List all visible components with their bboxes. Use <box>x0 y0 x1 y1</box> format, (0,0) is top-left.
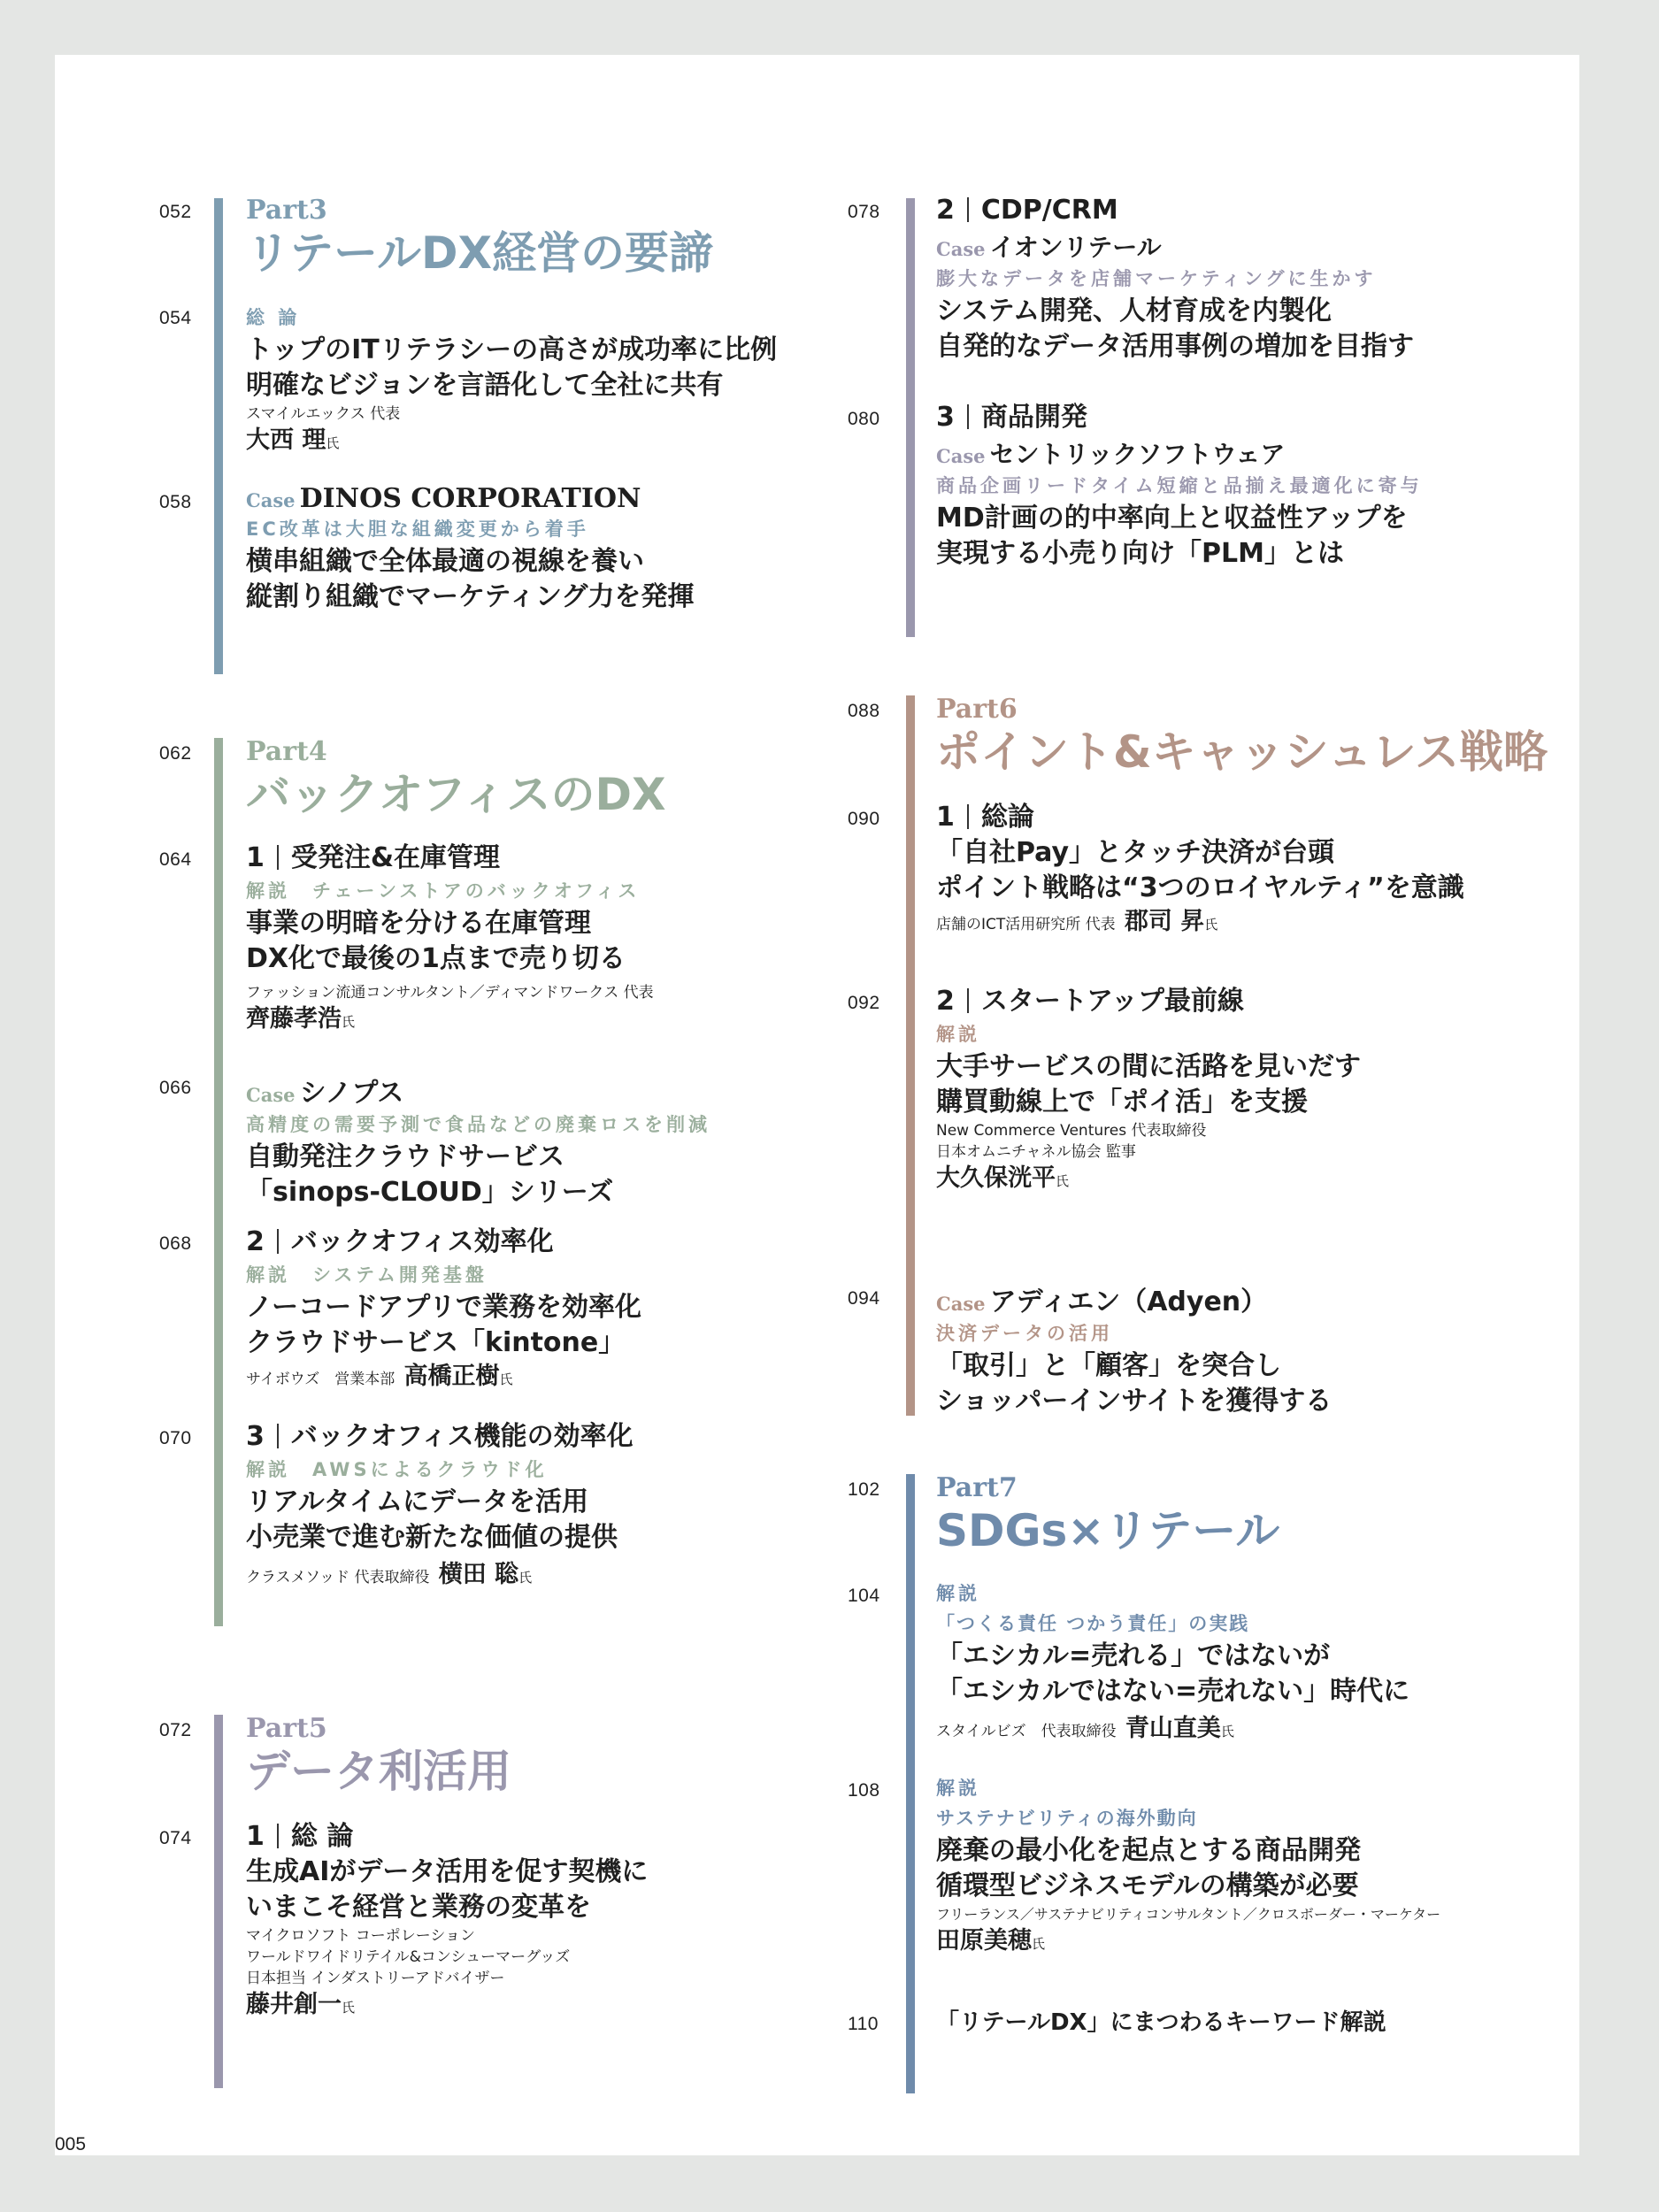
part6-header <box>936 694 1548 779</box>
entry-headline: システム開発、人材育成を内製化 <box>936 296 1332 326</box>
toc-entry[interactable] <box>246 841 654 1038</box>
entry-headline: クラウドサービス「kintone」 <box>246 1327 626 1358</box>
part4-bar <box>214 738 223 1626</box>
page-number: 062 <box>159 743 192 764</box>
toc-entry[interactable] <box>936 1578 1409 1745</box>
toc-entry[interactable] <box>246 483 694 615</box>
author-name: 横田 聡 <box>438 1561 519 1588</box>
author-line: スタイルビズ 代表取締役 青山直美氏 <box>936 1715 1234 1742</box>
entry-headline: ポイント戦略は“3つのロイヤルティ”を意識 <box>936 872 1464 903</box>
part-label: Part7 <box>936 1472 1018 1503</box>
section-number: 1 <box>246 842 265 873</box>
page-number: 090 <box>848 809 880 829</box>
author-line: クラスメソッド 代表取締役 横田 聡氏 <box>246 1561 533 1588</box>
author-affiliation: 日本担当 インダストリーアドバイザー <box>246 1970 505 1987</box>
entry-headline: DX化で最後の1点まで売り切る <box>246 943 626 974</box>
entry-headline: 「エシカル=売れる」ではないが <box>936 1640 1331 1671</box>
section-heading: CDP/CRM <box>980 195 1118 226</box>
page-number: 066 <box>159 1078 192 1098</box>
entry-subtitle: 商品企画リードタイム短縮と品揃え最適化に寄与 <box>936 475 1423 496</box>
section-number: 3 <box>936 402 955 433</box>
entry-subtitle: 解説 <box>936 1778 980 1799</box>
entry-headline: 自動発注クラウドサービス <box>246 1141 565 1172</box>
entry-headline: 廃棄の最小化を起点とする商品開発 <box>936 1835 1361 1866</box>
part5-bar <box>214 1715 223 2088</box>
entry-headline: ノーコードアプリで業務を効率化 <box>246 1292 641 1323</box>
entry-headline: 小売業で進む新たな価値の提供 <box>246 1522 618 1553</box>
author-line: 店舗のICT活用研究所 代表 郡司 昇氏 <box>936 908 1218 935</box>
section-number: 2 <box>936 195 955 226</box>
part6-bar <box>906 695 915 1416</box>
page-number: 068 <box>159 1233 192 1254</box>
entry-subtitle: 解説 システム開発基盤 <box>246 1264 488 1286</box>
page-number: 088 <box>848 701 880 721</box>
author-affiliation: 店舗のICT活用研究所 代表 <box>936 916 1116 933</box>
entry-subtitle: サステナビリティの海外動向 <box>936 1808 1198 1829</box>
toc-entry[interactable] <box>246 1225 641 1393</box>
section-number: 2 <box>936 986 955 1017</box>
page-number: 092 <box>848 993 880 1013</box>
page-number: 110 <box>848 2014 879 2034</box>
part-label: Part4 <box>246 736 327 767</box>
toc-entry[interactable] <box>936 400 1423 572</box>
section-heading: スタートアップ最前線 <box>980 986 1244 1017</box>
page-number: 058 <box>159 492 192 512</box>
case-label: Case <box>246 489 296 511</box>
page-number: 064 <box>159 849 192 870</box>
author-name: 大西 理氏 <box>246 426 340 454</box>
part4-header <box>246 736 666 821</box>
part5-continued-bar <box>906 198 915 637</box>
author-line: サイボウズ 営業本部 高橋正樹氏 <box>246 1363 513 1390</box>
part7-header <box>936 1472 1279 1557</box>
author-affiliation: ワールドワイドリテイル&コンシューマーグッズ <box>246 1948 571 1966</box>
part-title: データ利活用 <box>246 1746 511 1797</box>
entry-headline: 「エシカルではない=売れない」時代に <box>936 1676 1410 1707</box>
section-heading: 商品開発 <box>980 402 1087 433</box>
author-affiliation: フリーランス／サステナビリティコンサルタント／クロスボーダー・マーケター <box>936 1906 1441 1923</box>
entry-headline: 「取引」と「顧客」を突合し <box>936 1350 1281 1381</box>
author-name: 郡司 昇 <box>1124 908 1205 935</box>
case-label: Case <box>246 1084 296 1106</box>
toc-entry[interactable] <box>246 303 777 459</box>
entry-subtitle: 解説 チェーンストアのバックオフィス <box>246 880 641 902</box>
entry-subtitle: EC改革は大胆な組織変更から着手 <box>246 518 589 540</box>
case-company: セントリックソフトウェア <box>989 440 1286 469</box>
part-title: ポイント&キャッシュレス戦略 <box>936 726 1548 778</box>
entry-headline: 横串組織で全体最適の視線を養い <box>246 546 644 577</box>
case-company: DINOS CORPORATION <box>299 483 641 514</box>
part-title: SDGs×リテール <box>936 1505 1280 1556</box>
entry-headline: 生成AIがデータ活用を促す契機に <box>246 1856 649 1887</box>
folio-page-number: 005 <box>55 2134 87 2154</box>
author-name: 高橋正樹 <box>403 1363 500 1390</box>
author-affiliation: クラスメソッド 代表取締役 <box>246 1569 430 1586</box>
part7-bar <box>906 1474 915 2093</box>
part-label: Part6 <box>936 694 1018 725</box>
author-affiliation: ファッション流通コンサルタント／ディマンドワークス 代表 <box>246 984 654 1002</box>
case-company: アディエン（Adyen） <box>989 1286 1268 1317</box>
section-heading: バックオフィス効率化 <box>290 1226 554 1257</box>
author-name: 藤井創一氏 <box>246 1991 356 2018</box>
entry-headline: 実現する小売り向け「PLM」とは <box>936 538 1344 569</box>
entry-headline: 「リテールDX」にまつわるキーワード解説 <box>936 2009 1386 2036</box>
entry-headline: 大手サービスの間に活路を見いだす <box>936 1051 1361 1082</box>
page-number: 072 <box>159 1720 192 1740</box>
section-number: 1 <box>936 802 955 833</box>
toc-entry[interactable] <box>936 1773 1440 1960</box>
entry-subtitle: 高精度の需要予測で食品などの廃棄ロスを削減 <box>246 1114 710 1135</box>
page-number: 078 <box>848 202 880 222</box>
page-number: 102 <box>848 1479 880 1500</box>
entry-headline: 購買動線上で「ポイ活」を支援 <box>936 1087 1308 1118</box>
case-company: シノプス <box>299 1078 404 1109</box>
part5-header <box>246 1713 511 1798</box>
author-affiliation: 日本オムニチャネル協会 監事 <box>936 1143 1136 1161</box>
section-heading: 総 論 <box>290 1821 354 1852</box>
part-title: バックオフィスのDX <box>246 769 666 820</box>
entry-headline: いまこそ経営と業務の変革を <box>246 1892 591 1923</box>
author-affiliation: サイボウズ 営業本部 <box>246 1371 396 1388</box>
page-number: 104 <box>848 1586 880 1606</box>
entry-headline: 「自社Pay」とタッチ決済が台頭 <box>936 837 1335 868</box>
author-name: 大久保洸平氏 <box>936 1164 1070 1192</box>
section-number: 2 <box>246 1226 265 1257</box>
entry-subtitle: 解説 <box>936 1583 980 1604</box>
part3-header <box>246 195 713 280</box>
toc-entry[interactable] <box>246 1819 648 2024</box>
page-number: 108 <box>848 1780 880 1801</box>
case-label: Case <box>936 238 986 260</box>
toc-page <box>55 55 1579 2155</box>
entry-subtitle: 総 論 <box>246 307 301 328</box>
section-number: 1 <box>246 1821 265 1852</box>
entry-headline: リアルタイムにデータを活用 <box>246 1486 588 1517</box>
entry-subtitle: 膨大なデータを店舗マーケティングに生かす <box>936 268 1377 289</box>
toc-entry[interactable] <box>936 984 1361 1197</box>
entry-subtitle: 「つくる責任 つかう責任」の実践 <box>936 1613 1250 1634</box>
toc-entry[interactable] <box>246 1419 634 1591</box>
entry-headline: 循環型ビジネスモデルの構築が必要 <box>936 1870 1359 1901</box>
case-label: Case <box>936 445 986 467</box>
entry-headline: 明確なビジョンを言語化して全社に共有 <box>246 370 724 401</box>
toc-entry[interactable] <box>936 1279 1332 1419</box>
part-title: リテールDX経営の要諦 <box>246 227 714 279</box>
author-affiliation: スタイルビズ 代表取締役 <box>936 1723 1117 1740</box>
entry-headline: 事業の明暗を分ける在庫管理 <box>246 908 591 939</box>
author-affiliation: スマイルエックス 代表 <box>246 405 401 423</box>
author-affiliation: マイクロソフト コーポレーション <box>246 1927 476 1945</box>
part-label: Part5 <box>246 1713 327 1744</box>
case-company: イオンリテール <box>989 233 1162 262</box>
page-number: 054 <box>159 308 192 328</box>
page-number: 094 <box>848 1288 880 1309</box>
toc-entry[interactable] <box>936 2005 1386 2040</box>
author-name: 齊藤孝浩氏 <box>246 1005 356 1033</box>
author-name: 青山直美 <box>1125 1715 1221 1742</box>
author-affiliation: New Commerce Ventures 代表取締役 <box>936 1122 1207 1140</box>
entry-headline: ショッパーインサイトを獲得する <box>936 1386 1333 1417</box>
case-label: Case <box>936 1293 986 1315</box>
section-heading: 総論 <box>980 802 1034 833</box>
toc-entry[interactable] <box>936 800 1464 938</box>
page-number: 080 <box>848 409 880 429</box>
entry-headline: 自発的なデータ活用事例の増加を目指す <box>936 331 1414 362</box>
entry-headline: 「sinops-CLOUD」シリーズ <box>246 1177 614 1208</box>
part-label: Part3 <box>246 195 327 226</box>
entry-subtitle: 解説 AWSによるクラウド化 <box>246 1459 548 1480</box>
entry-headline: トップのITリテラシーの高さが成功率に比例 <box>246 334 778 365</box>
section-heading: バックオフィス機能の効率化 <box>290 1421 634 1452</box>
page-number: 052 <box>159 202 192 222</box>
section-number: 3 <box>246 1421 265 1452</box>
entry-subtitle: 解説 <box>936 1024 980 1045</box>
toc-entry[interactable] <box>246 1071 710 1210</box>
page-number: 070 <box>159 1428 192 1448</box>
page-number: 074 <box>159 1828 192 1848</box>
entry-subtitle: 決済データの活用 <box>936 1323 1113 1344</box>
toc-entry[interactable] <box>936 193 1414 365</box>
entry-headline: MD計画の的中率向上と収益性アップを <box>936 503 1408 534</box>
part3-bar <box>214 198 223 674</box>
section-heading: 受発注&在庫管理 <box>290 842 501 873</box>
author-name: 田原美穂氏 <box>936 1927 1046 1955</box>
entry-headline: 縦割り組織でマーケティング力を発揮 <box>246 581 695 612</box>
